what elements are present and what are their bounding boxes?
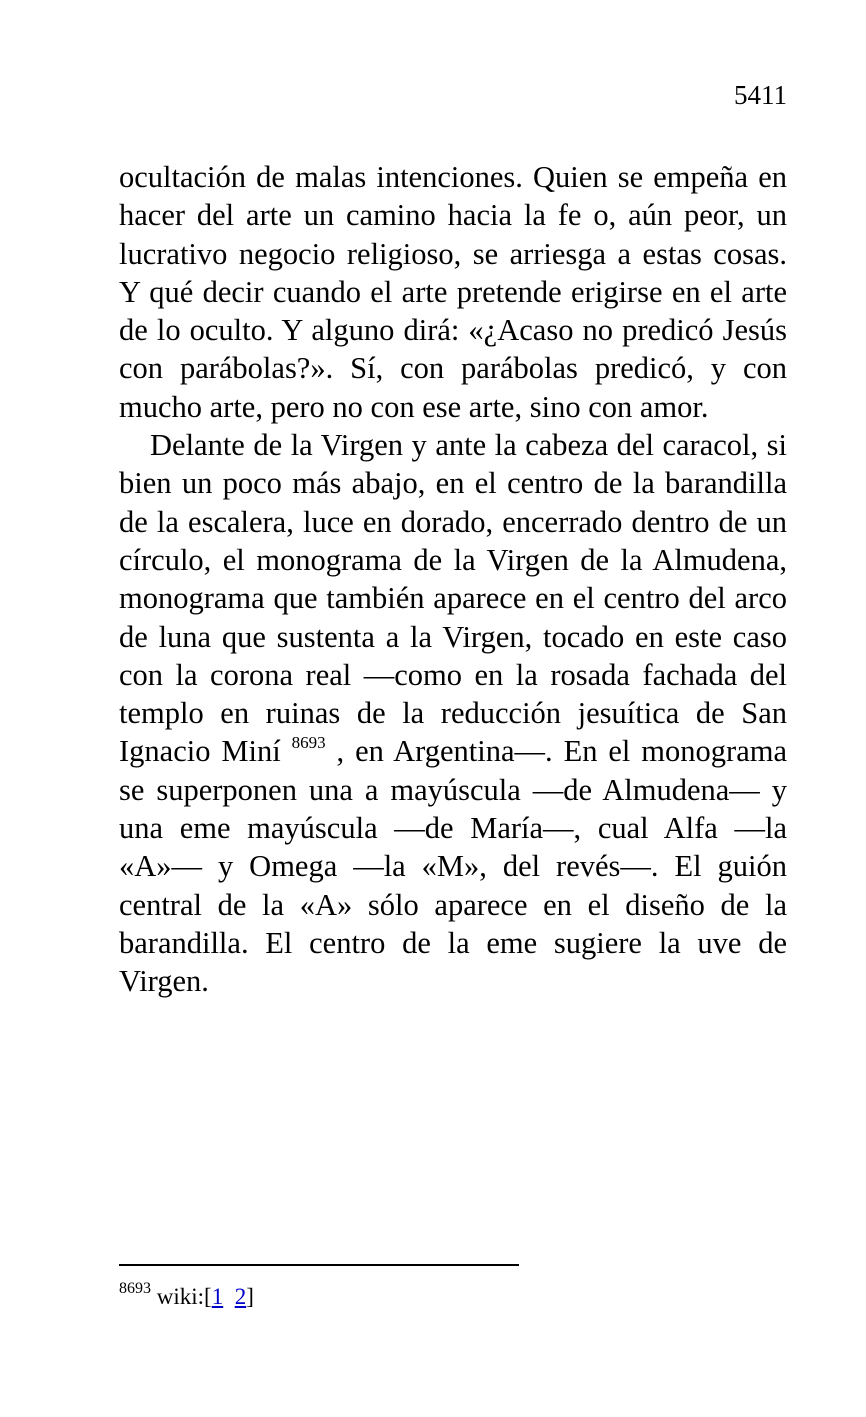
footnote-close-bracket: ]: [246, 1284, 254, 1309]
footnote-label: wiki:: [156, 1284, 205, 1309]
body-text: [119, 158, 787, 1001]
footnote-reference[interactable]: 8693: [291, 733, 326, 753]
paragraph-1: ocultación de malas intenciones. Quien se empeña en hacer del arte un camino hacia la fe o, aún peor, un lucrativo negocio religioso, se arriesga a estas cosas. Y qué decir cuando el arte pretende erigirse en el arte de lo oculto. Y alguno dirá: «¿Acaso no predicó Jesús con parábolas?». Sí, con parábolas predicó, y con mucho arte, pero no con ese arte, sino con amor.: [119, 160, 787, 424]
footnote-open-bracket: [: [204, 1284, 212, 1309]
footnote-link-1[interactable]: 1: [211, 1284, 224, 1309]
footnote-mark: 8693: [119, 1280, 151, 1297]
page-number: 5411: [734, 80, 787, 110]
paragraph-2: [119, 426, 787, 1000]
paragraph-2-text-after-ref: , en Argentina—. En el monograma se superponen una a mayúscula —de Almudena— y una eme mayúscula —de María—, cual Alfa —la «A»— y Omega —la «M», del revés—. El guión central de la «A» sólo aparece en el diseño de la barandilla. El centro de la eme sugiere la uve de Virgen.: [119, 734, 787, 999]
paragraph-2-text-before-ref: Delante de la Virgen y ante la cabeza del caracol, si bien un poco más abajo, en el centro de la barandilla de la escalera, luce en dorado, encerrado dentro de un círculo, el monograma de la Virgen de la Almudena, monograma que también aparece en el centro del arco de luna que sustenta a la Virgen, tocado en este caso con la corona real —como en la rosada fachada del templo en ruinas de la reducción jesuítica de San Ignacio Miní: [119, 428, 787, 769]
footnote: [119, 1280, 254, 1314]
footnote-link-2[interactable]: 2: [234, 1284, 247, 1309]
footnote-separator: [119, 1264, 519, 1266]
